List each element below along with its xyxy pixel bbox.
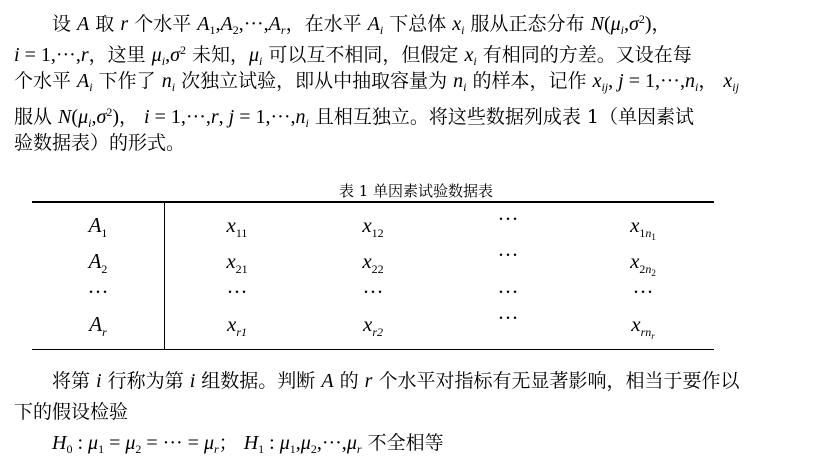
cell-1-ellipsis: ··· <box>497 207 519 231</box>
cell-r-2: $x_{r2}$ <box>363 312 383 339</box>
paragraph-1 <box>14 4 822 159</box>
paragraph-2 <box>14 366 822 459</box>
cell-1-last: $x_{1n_1}$ <box>630 213 656 242</box>
row-head-1: $A_1$ <box>88 213 108 240</box>
table-divider <box>164 203 165 349</box>
p1-line-2: i = 1,···,r，这里 $\mu_i,\sigma^2$ 未知，$\mu_i$ 可以互不相同，但假定 $x_i$ 有相同的方差。又设在每 <box>14 43 692 68</box>
cell-2-1: $x_{21}$ <box>226 249 248 276</box>
row-ellipsis-3: ··· <box>497 280 519 304</box>
p1-line-5: 验数据表）的形式。 <box>14 132 186 154</box>
cell-r-last: $x_{rn_r}$ <box>631 312 655 341</box>
cell-2-2: $x_{22}$ <box>362 249 384 276</box>
p2-line-2: 下的假设检验 <box>14 401 129 423</box>
table-caption: 表 1 单因素试验数据表 <box>338 182 494 200</box>
p2-line-1: 将第 i 行称为第 i 组数据。判断 A 的 r 个水平对指标有无显著影响，相当于要作以 <box>52 370 740 392</box>
row-ellipsis-2: ··· <box>362 280 384 304</box>
row-ellipsis-4: ··· <box>632 280 654 304</box>
p1-line-3: 个水平 $A_i$ 下作了 $n_i$ 次独立试验，即从中抽取容量为 $n_i$ 的样本，记作 $x_{ij}$, $j = 1,\cdot\cdot\cdot,n_i$， $x_{ij}$ <box>14 70 739 94</box>
cell-2-ellipsis: ··· <box>497 243 519 267</box>
table-bottom-rule <box>32 349 714 350</box>
row-head-2: $A_2$ <box>88 249 108 276</box>
row-head-r: $A_r$ <box>89 312 107 339</box>
table-top-rule <box>32 201 714 203</box>
cell-1-1: $x_{11}$ <box>226 213 248 240</box>
cell-r-ellipsis: ··· <box>497 306 519 330</box>
hypothesis-line: $H_0$ : $\mu_1 = \mu_2$ = ··· = $\mu_r$； $H_1$ : $\mu_1,\mu_2,\cdot\cdot\cdot,\mu_r$ 不全相等 <box>52 432 444 456</box>
cell-2-last: $x_{2n_2}$ <box>630 249 656 278</box>
row-ellipsis-head: ··· <box>87 280 109 304</box>
cell-r-1: $x_{r1}$ <box>227 312 247 339</box>
cell-1-2: $x_{12}$ <box>362 213 384 240</box>
p1-line-1: 设 A 取 r 个水平 $A_1,A_2,\cdot\cdot\cdot,A_r$，在水平 $A_i$ 下总体 $x_i$ 服从正态分布 $N(\mu_i,\sigma^2)$， <box>52 12 671 37</box>
row-ellipsis-1: ··· <box>226 280 248 304</box>
p1-line-4: 服从 $N(\mu_i,\sigma^2)$， i = 1,···,r, $j = 1,\cdot\cdot\cdot,n_i$ 且相互独立。将这些数据列成表 1（单因素试 <box>14 105 695 130</box>
